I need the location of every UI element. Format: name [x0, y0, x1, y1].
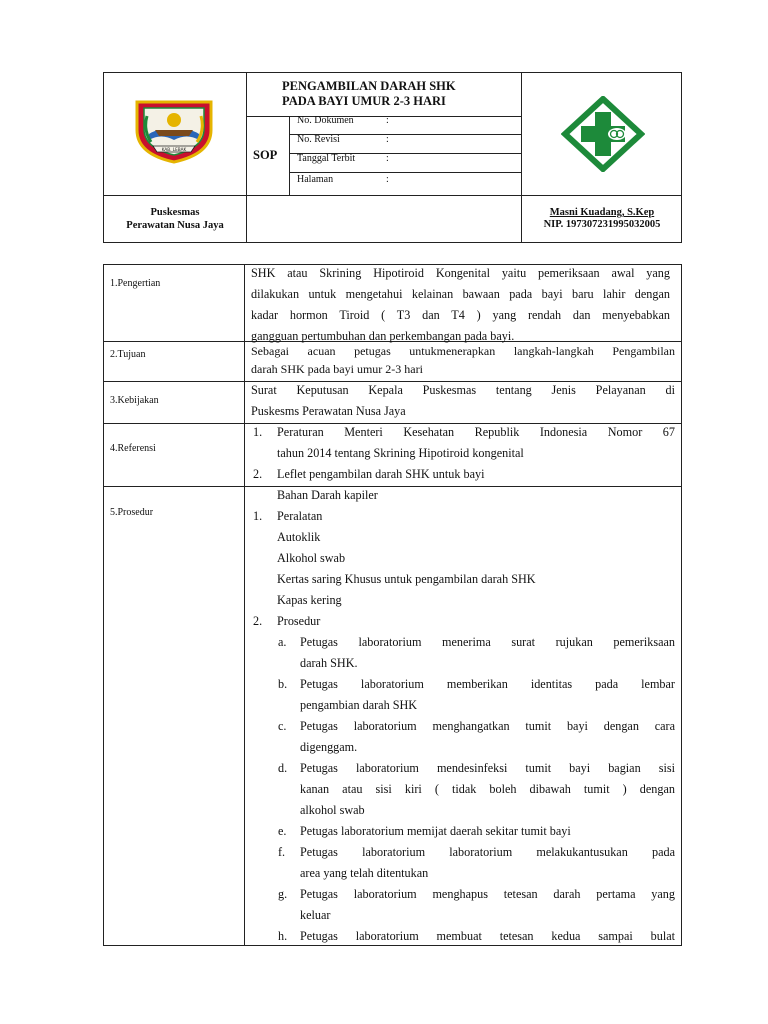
- tujuan-text: [251, 342, 675, 378]
- field-colon: :: [386, 153, 389, 164]
- prosedur-step: [251, 758, 675, 821]
- step-line: area yang telah ditentukan: [300, 866, 429, 880]
- step-letter: g.: [278, 887, 288, 901]
- step-line: Petugas laboratorium mendesinfeksi tumit bayi bagian sisi: [300, 761, 675, 775]
- prosedur-step: [251, 884, 675, 926]
- step-letter: d.: [278, 761, 288, 775]
- step-line: Petugas laboratorium menghapus tetesan darah pertama yang: [300, 887, 675, 901]
- field-label-halaman: Halaman: [297, 174, 334, 185]
- pengertian-line: kadar hormon Tiroid ( T3 dan T4 ) yang rendah dan menyebabkan: [251, 308, 670, 322]
- emblem-ribbon: KAB. LEBAK: [161, 147, 187, 152]
- step-line: Petugas laboratorium membuat tetesan kedua sampai bulat: [300, 929, 675, 943]
- institution-line-1: Puskesmas: [150, 207, 200, 218]
- step-line: pengambian darah SHK: [300, 698, 418, 712]
- prosedur-step: [251, 716, 675, 758]
- prosedur-step: [251, 821, 675, 842]
- field-colon: :: [386, 115, 389, 126]
- signer-name: Masni Kuadang, S.Kep: [549, 207, 655, 218]
- prosedur-content: [251, 485, 675, 947]
- institution-name: [104, 206, 246, 232]
- bahan-text: Bahan Darah kapiler: [277, 488, 378, 502]
- pengertian-line: gangguan pertumbuhan dan perkembangan pada bayi.: [251, 329, 515, 343]
- referensi-line: Leflet pengambilan darah SHK untuk bayi: [277, 467, 485, 481]
- header-divider: [103, 195, 682, 196]
- document-title: [282, 79, 517, 109]
- step-line: Petugas laboratorium memberikan identitas pada lembar: [300, 677, 675, 691]
- label-pengertian: 1.Pengertian: [110, 278, 161, 289]
- step-letter: b.: [278, 677, 288, 691]
- step-line: darah SHK.: [300, 656, 358, 670]
- step-letter: c.: [278, 719, 287, 733]
- signer-nip: NIP. 197307231995032005: [543, 219, 661, 230]
- prosedur-num: 2.: [253, 614, 263, 628]
- kebijakan-line: Surat Keputusan Kepala Puskesmas tentang Jenis Pelayanan di: [251, 383, 675, 397]
- referensi-list: [251, 422, 675, 485]
- referensi-item: [251, 422, 675, 464]
- label-tujuan: 2.Tujuan: [110, 349, 146, 360]
- prosedur-step: [251, 926, 675, 947]
- step-line: Petugas laboratorium laboratorium melakukantusukan pada: [300, 845, 675, 859]
- tujuan-line: darah SHK pada bayi umur 2-3 hari: [251, 362, 423, 376]
- shield-emblem-icon: [133, 96, 215, 166]
- prosedur-heading-label: Prosedur: [277, 614, 321, 628]
- step-letter: a.: [278, 635, 287, 649]
- peralatan-item: Kapas kering: [277, 593, 342, 607]
- step-line: digenggam.: [300, 740, 358, 754]
- signer-block: [522, 207, 682, 231]
- title-divider: [246, 116, 522, 117]
- institution-line-2: Perawatan Nusa Jaya: [126, 220, 224, 231]
- step-letter: e.: [278, 824, 287, 838]
- header-col-divider: [246, 72, 247, 243]
- content-col-divider: [244, 264, 245, 946]
- prosedur-step: [251, 842, 675, 884]
- step-letter: f.: [278, 845, 286, 859]
- field-label-dokumen: No. Dokumen: [297, 115, 354, 126]
- prosedur-step: [251, 632, 675, 674]
- prosedur-heading: [251, 611, 675, 632]
- step-line: Petugas laboratorium memijat daerah sekitar tumit bayi: [300, 824, 571, 838]
- step-line: kanan atau sisi kiri ( tidak boleh dibawah tumit ) dengan: [300, 782, 675, 796]
- step-line: Petugas laboratorium menghangatkan tumit bayi dengan cara: [300, 719, 675, 733]
- peralatan-item: Autoklik: [277, 530, 321, 544]
- puskesmas-logo: [561, 96, 645, 172]
- kebijakan-line: Puskesms Perawatan Nusa Jaya: [251, 404, 406, 418]
- sop-col-divider: [289, 116, 290, 195]
- sop-label: SOP: [253, 148, 278, 162]
- label-prosedur: 5.Prosedur: [110, 507, 154, 518]
- step-line: Petugas laboratorium menerima surat rujukan pemeriksaan: [300, 635, 675, 649]
- kebijakan-text: [251, 380, 675, 422]
- referensi-num: 1.: [253, 425, 263, 439]
- referensi-line: Peraturan Menteri Kesehatan Republik Indonesia Nomor 67: [277, 425, 675, 439]
- step-line: alkohol swab: [300, 803, 365, 817]
- regional-emblem: [133, 96, 215, 166]
- referensi-num: 2.: [253, 467, 263, 481]
- field-colon: :: [386, 174, 389, 185]
- puskesmas-cross-icon: [561, 96, 645, 172]
- tujuan-line: Sebagai acuan petugas untukmenerapkan langkah-langkah Pengambilan: [251, 344, 675, 358]
- title-line-2: PADA BAYI UMUR 2-3 HARI: [282, 94, 446, 108]
- field-divider: [289, 172, 522, 173]
- pengertian-line: SHK atau Skrining Hipotiroid Kongenital yaitu pemeriksaan awal yang: [251, 266, 670, 280]
- field-label-revisi: No. Revisi: [297, 134, 340, 145]
- title-line-1: PENGAMBILAN DARAH SHK: [282, 79, 456, 93]
- referensi-item: [251, 464, 675, 485]
- field-label-tanggal: Tanggal Terbit: [297, 153, 356, 164]
- peralatan-heading: [251, 506, 675, 527]
- peralatan-num: 1.: [253, 509, 263, 523]
- field-colon: :: [386, 134, 389, 145]
- peralatan-item: Kertas saring Khusus untuk pengambilan darah SHK: [277, 572, 536, 586]
- referensi-line: tahun 2014 tentang Skrining Hipotiroid kongenital: [277, 446, 524, 460]
- peralatan-item: Alkohol swab: [277, 551, 346, 565]
- pengertian-text: [251, 263, 670, 347]
- pengertian-line: dilakukan untuk mengetahui kelainan bawaan pada bayi baru lahir dengan: [251, 287, 670, 301]
- peralatan-label: Peralatan: [277, 509, 323, 523]
- label-kebijakan: 3.Kebijakan: [110, 395, 159, 406]
- label-referensi: 4.Referensi: [110, 443, 156, 454]
- prosedur-step: [251, 674, 675, 716]
- step-letter: h.: [278, 929, 288, 943]
- step-line: keluar: [300, 908, 331, 922]
